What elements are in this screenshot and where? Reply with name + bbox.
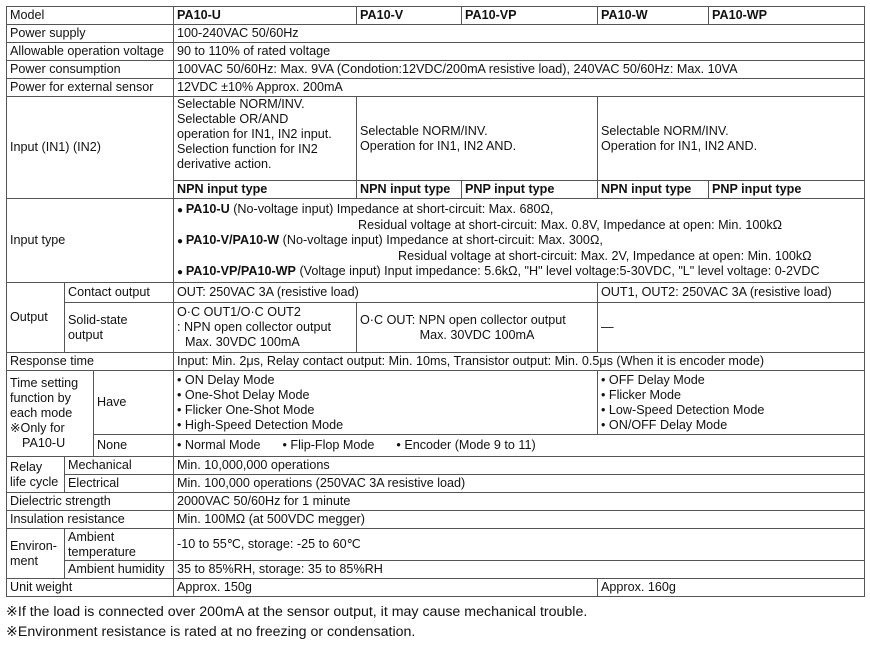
row-value: 12VDC ±10% Approx. 200mA bbox=[174, 79, 865, 97]
solid-state-label bbox=[65, 303, 174, 353]
ambient-humidity-value: 35 to 85%RH, storage: 35 to 85%RH bbox=[174, 561, 865, 579]
input-w-line: Selectable NORM/INV. bbox=[601, 123, 729, 138]
environment-label-line: ment bbox=[10, 553, 38, 568]
none-modes bbox=[174, 435, 865, 457]
input-type-vpwp-line bbox=[177, 264, 861, 280]
row-label: Power supply bbox=[7, 25, 174, 43]
external-sensor-row bbox=[7, 79, 865, 97]
environment-label-line: Environ- bbox=[10, 538, 57, 553]
time-setting-label-line: each mode bbox=[10, 406, 73, 420]
relay-label-line: life cycle bbox=[10, 474, 59, 489]
mode-item: • High-Speed Detection Mode bbox=[177, 417, 344, 432]
input-type-u-line2: Residual voltage at short-circuit: Max. 0.8V, Impedance at open: Min. 100kΩ bbox=[358, 217, 783, 232]
time-setting-label-line: Time setting bbox=[10, 376, 79, 390]
time-setting-label-line: PA10-U bbox=[22, 436, 66, 450]
time-setting-label bbox=[7, 371, 94, 457]
electrical-label: Electrical bbox=[65, 475, 174, 493]
mode-item: • Flicker One-Shot Mode bbox=[177, 402, 315, 417]
mode-item: • ON Delay Mode bbox=[177, 372, 275, 387]
input-u-line: derivative action. bbox=[177, 157, 272, 171]
insulation-value: Min. 100MΩ (at 500VDC megger) bbox=[174, 511, 865, 529]
relay-electrical-row bbox=[7, 475, 865, 493]
input-type-vw-line2: Residual voltage at short-circuit: Max. 2V, Impedance at open: Min. 100kΩ bbox=[398, 248, 812, 263]
unit-weight-row bbox=[7, 579, 865, 597]
spec-sheet bbox=[6, 6, 864, 642]
mode-item: • Encoder (Mode 9 to 11) bbox=[396, 438, 536, 452]
mode-item: • Flicker Mode bbox=[601, 387, 682, 402]
mode-item: • Normal Mode bbox=[177, 438, 261, 452]
unit-weight-w: Approx. 160g bbox=[598, 579, 865, 597]
time-setting-none-row bbox=[7, 435, 865, 457]
row-value: 100VAC 50/60Hz: Max. 9VA (Condotion:12VDC/200mA resistive load), 240VAC 50/60Hz: Max. 10VA bbox=[174, 61, 865, 79]
row-value: 100-240VAC 50/60Hz bbox=[174, 25, 865, 43]
mode-item: • Low-Speed Detection Mode bbox=[601, 402, 765, 417]
solid-v-line: Max. 30VDC 100mA bbox=[419, 327, 535, 342]
row-label: Power consumption bbox=[7, 61, 174, 79]
row-label: Allowable operation voltage bbox=[7, 43, 174, 61]
mechanical-value: Min. 10,000,000 operations bbox=[174, 457, 865, 475]
unit-weight-label: Unit weight bbox=[7, 579, 174, 597]
contact-output-label: Contact output bbox=[65, 283, 174, 303]
relay-label bbox=[7, 457, 65, 493]
allowable-voltage-row bbox=[7, 43, 865, 61]
dielectric-label: Dielectric strength bbox=[7, 493, 174, 511]
model-header-label: Model bbox=[7, 7, 174, 25]
input-w-description bbox=[598, 97, 865, 181]
spec-text: (No-voltage input) Impedance at short-circuit: Max. 300Ω, bbox=[279, 232, 603, 247]
relay-label-line: Relay bbox=[10, 459, 43, 474]
model-pa10-w: PA10-W bbox=[598, 7, 709, 25]
footnote: ※If the load is connected over 200mA at the sensor output, it may cause mechanical trouble. bbox=[6, 604, 588, 620]
model-name: PA10-U bbox=[185, 201, 230, 216]
solid-u-line: : NPN open collector output bbox=[177, 320, 332, 334]
insulation-row bbox=[7, 511, 865, 529]
ambient-humidity-label: Ambient humidity bbox=[65, 561, 174, 579]
time-setting-have-row bbox=[7, 371, 865, 435]
footnote: ※Environment resistance is rated at no freezing or condensation. bbox=[6, 624, 416, 640]
input-w-line: Operation for IN1, IN2 AND. bbox=[601, 138, 758, 153]
power-supply-row bbox=[7, 25, 865, 43]
input-type-wp: PNP input type bbox=[709, 181, 865, 199]
input-type-vw-line bbox=[177, 233, 861, 249]
ambient-temperature-value: -10 to 55℃, storage: -25 to 60℃ bbox=[174, 529, 865, 561]
model-name: PA10-VP/PA10-WP bbox=[185, 263, 296, 278]
input-u-line: Selectable OR/AND bbox=[177, 112, 289, 126]
time-setting-label-line: ※Only for bbox=[10, 421, 65, 435]
ambient-temperature-label bbox=[65, 529, 174, 561]
ambient-humidity-row bbox=[7, 561, 865, 579]
input-type-u-line bbox=[177, 202, 861, 218]
spec-text: (No-voltage input) Impedance at short-circuit: Max. 680Ω, bbox=[229, 201, 554, 216]
contact-output-uv: OUT: 250VAC 3A (resistive load) bbox=[174, 283, 598, 303]
input-v-line: Operation for IN1, IN2 AND. bbox=[360, 138, 517, 153]
spec-table bbox=[6, 6, 865, 597]
mode-item: • OFF Delay Mode bbox=[601, 372, 705, 387]
model-pa10-v: PA10-V bbox=[357, 7, 462, 25]
input-row bbox=[7, 97, 865, 181]
environment-label bbox=[7, 529, 65, 579]
unit-weight-uv: Approx. 150g bbox=[174, 579, 598, 597]
none-label: None bbox=[94, 435, 174, 457]
input-u-description bbox=[174, 97, 357, 181]
row-value: 90 to 110% of rated voltage bbox=[174, 43, 865, 61]
solid-state-output-row bbox=[7, 303, 865, 353]
mode-item: • Flip-Flop Mode bbox=[282, 438, 375, 452]
input-label: Input (IN1) (IN2) bbox=[7, 97, 174, 199]
mode-item: • ON/OFF Delay Mode bbox=[601, 417, 728, 432]
temp-label-line: Ambient bbox=[68, 529, 115, 544]
input-type-row bbox=[7, 199, 865, 283]
model-pa10-u: PA10-U bbox=[174, 7, 357, 25]
input-u-line: Selection function for IN2 bbox=[177, 142, 318, 156]
contact-output-w: OUT1, OUT2: 250VAC 3A (resistive load) bbox=[598, 283, 865, 303]
electrical-value: Min. 100,000 operations (250VAC 3A resistive load) bbox=[174, 475, 865, 493]
solid-v-line: O·C OUT: NPN open collector output bbox=[360, 312, 566, 327]
mechanical-label: Mechanical bbox=[65, 457, 174, 475]
solid-state-label-line: output bbox=[68, 327, 104, 342]
input-type-details bbox=[174, 199, 865, 283]
insulation-label: Insulation resistance bbox=[7, 511, 174, 529]
input-u-line: Selectable NORM/INV. bbox=[177, 97, 305, 111]
solid-state-w: — bbox=[598, 303, 865, 353]
row-label: Power for external sensor bbox=[7, 79, 174, 97]
power-consumption-row bbox=[7, 61, 865, 79]
have-modes-left bbox=[174, 371, 598, 435]
have-label: Have bbox=[94, 371, 174, 435]
input-v-line: Selectable NORM/INV. bbox=[360, 123, 488, 138]
spec-text: (Voltage input) Input impedance: 5.6kΩ, "H" level voltage:5-30VDC, "L" level voltage: 0-2VDC bbox=[295, 263, 820, 278]
input-type-v: NPN input type bbox=[357, 181, 462, 199]
relay-mechanical-row bbox=[7, 457, 865, 475]
dielectric-row bbox=[7, 493, 865, 511]
solid-u-line: O·C OUT1/O·C OUT2 bbox=[177, 305, 301, 319]
solid-u-line: Max. 30VDC 100mA bbox=[185, 335, 300, 349]
time-setting-label-line: function by bbox=[10, 391, 71, 405]
response-value: Input: Min. 2μs, Relay contact output: Min. 10ms, Transistor output: Min. 0.5μs (When it is encoder mode) bbox=[174, 353, 865, 371]
input-u-line: operation for IN1, IN2 input. bbox=[177, 127, 332, 141]
response-label: Response time bbox=[7, 353, 174, 371]
footnotes bbox=[6, 602, 864, 642]
solid-state-label-line: Solid-state bbox=[68, 312, 128, 327]
solid-state-u bbox=[174, 303, 357, 353]
contact-output-row bbox=[7, 283, 865, 303]
input-type-vp: PNP input type bbox=[462, 181, 598, 199]
temp-label-line: temperature bbox=[68, 544, 136, 559]
input-v-description bbox=[357, 97, 598, 181]
solid-state-v bbox=[357, 303, 598, 353]
input-type-u: NPN input type bbox=[174, 181, 357, 199]
model-name: PA10-V/PA10-W bbox=[185, 232, 280, 247]
model-pa10-wp: PA10-WP bbox=[709, 7, 865, 25]
ambient-temperature-row bbox=[7, 529, 865, 561]
response-time-row bbox=[7, 353, 865, 371]
input-type-w: NPN input type bbox=[598, 181, 709, 199]
input-type-label: Input type bbox=[7, 199, 174, 283]
model-pa10-vp: PA10-VP bbox=[462, 7, 598, 25]
output-label: Output bbox=[7, 283, 65, 353]
dielectric-value: 2000VAC 50/60Hz for 1 minute bbox=[174, 493, 865, 511]
header-row bbox=[7, 7, 865, 25]
have-modes-right bbox=[598, 371, 865, 435]
mode-item: • One-Shot Delay Mode bbox=[177, 387, 310, 402]
